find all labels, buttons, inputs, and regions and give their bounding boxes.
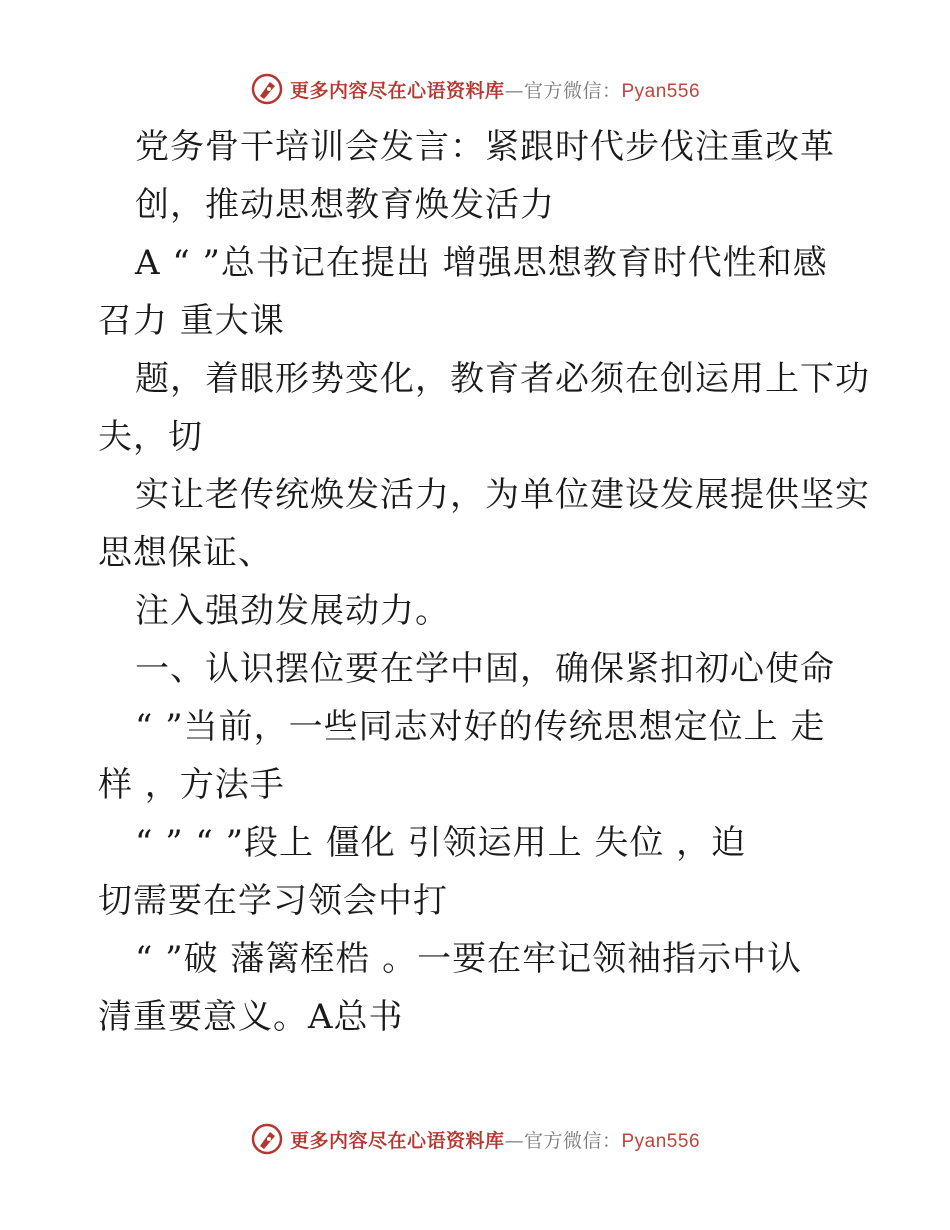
banner-wechat-id: Pyan556 (621, 1130, 701, 1152)
paragraph-line: 召力 重大课 (98, 301, 285, 341)
paragraph-line: 样 ，方法手 (98, 765, 285, 805)
paragraph-line: 切需要在学习领会中打 (98, 881, 448, 921)
banner-text (290, 1126, 700, 1153)
header-banner (0, 72, 950, 106)
paragraph-line: “ ”破 藩篱桎梏 。一要在牢记领袖指示中认 (135, 939, 803, 979)
banner-brand: 更多内容尽在心语资料库 (289, 79, 505, 102)
banner-separator: — (504, 79, 524, 102)
banner-official-label: 官方微信： (523, 1129, 622, 1152)
paragraph-line: 清重要意义。A总书 (98, 997, 404, 1037)
paragraph-line: “ ” “ ”段上 僵化 引领运用上 失位 ，迫 (135, 823, 747, 863)
paragraph-line: “ ”当前，一些同志对好的传统思想定位上 走 (135, 707, 826, 747)
paragraph-line: A “ ”总书记在提出 增强思想教育时代性和感 (135, 243, 828, 283)
paragraph-line: 夫，切 (98, 417, 203, 457)
paragraph-line: 题，着眼形势变化，教育者必须在创运用上下功 (135, 359, 870, 399)
pen-nib-logo-icon (250, 72, 284, 106)
paragraph-line: 注入强劲发展动力。 (135, 591, 450, 631)
banner-separator: — (504, 1129, 524, 1152)
section-heading: 一、认识摆位要在学中固，确保紧扣初心使命 (135, 649, 835, 689)
pen-nib-logo-icon (250, 1122, 284, 1156)
paragraph-line: 思想保证、 (98, 533, 273, 573)
title-line-2: 创，推动思想教育焕发活力 (135, 185, 555, 225)
banner-brand: 更多内容尽在心语资料库 (289, 1129, 505, 1152)
banner-wechat-id: Pyan556 (621, 80, 701, 102)
banner-text (290, 76, 700, 103)
title-line-1: 党务骨干培训会发言：紧跟时代步伐注重改革 (135, 127, 835, 167)
document-body (98, 118, 870, 1046)
paragraph-line: 实让老传统焕发活力，为单位建设发展提供坚实 (135, 475, 870, 515)
banner-official-label: 官方微信： (523, 79, 622, 102)
footer-banner (0, 1122, 950, 1156)
